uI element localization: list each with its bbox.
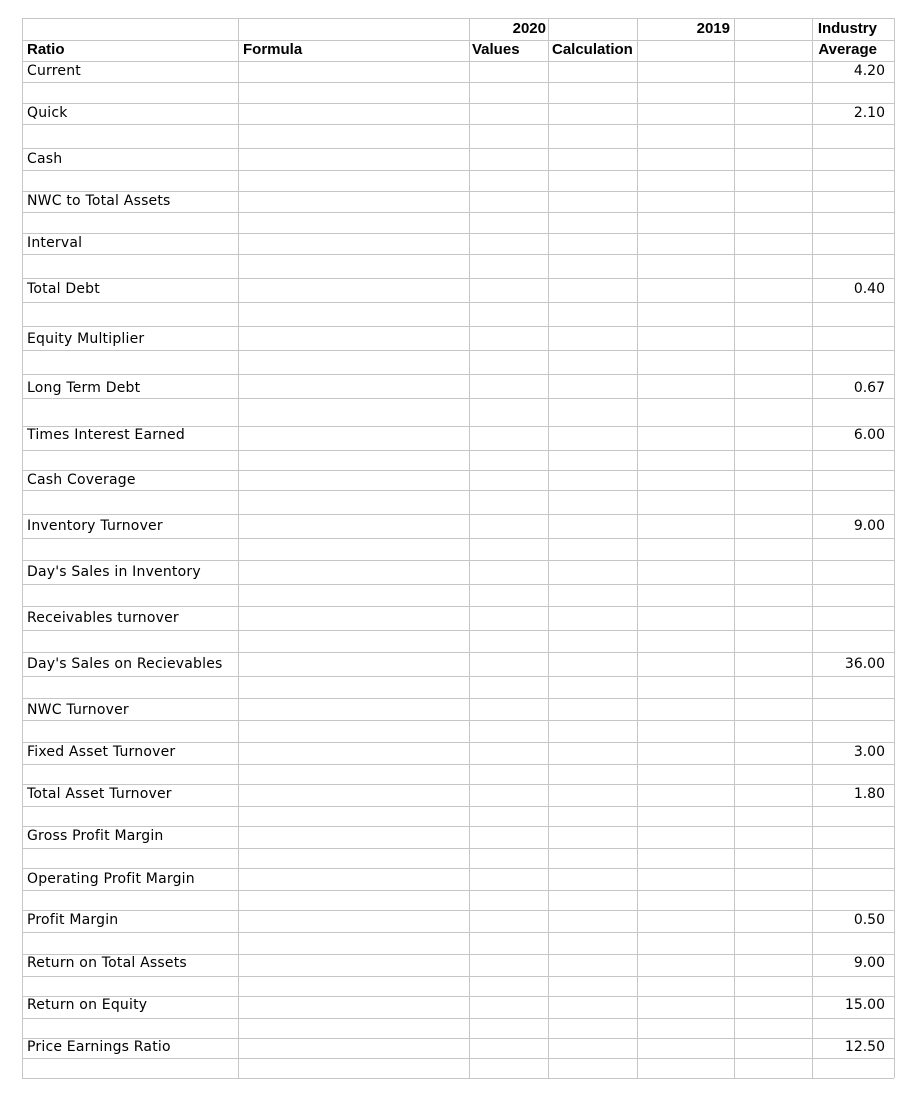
header-year-2020: 2020 [512, 20, 546, 37]
header-ratio: Ratio [27, 41, 65, 58]
industry-average-value: 0.50 [853, 912, 885, 928]
ratio-label: Cash [27, 151, 63, 167]
header-year-2019: 2019 [696, 20, 730, 37]
industry-average-value: 0.40 [853, 281, 885, 297]
industry-average-value: 9.00 [853, 955, 885, 971]
ratio-label: Long Term Debt [27, 380, 141, 396]
ratio-label: Current [27, 63, 81, 79]
ratio-label: Interval [27, 235, 83, 251]
ratio-label: Receivables turnover [27, 610, 179, 626]
ratio-label: Total Asset Turnover [27, 786, 172, 802]
ratio-label: Day's Sales in Inventory [27, 564, 201, 580]
header-industry: Industry [817, 20, 877, 37]
industry-average-value: 0.67 [853, 380, 885, 396]
ratio-label: Return on Total Assets [27, 955, 187, 971]
ratio-label: Operating Profit Margin [27, 871, 195, 887]
header-calculation: Calculation [552, 41, 633, 58]
ratio-label: NWC Turnover [27, 702, 129, 718]
industry-average-value: 15.00 [844, 997, 885, 1013]
ratio-label: Profit Margin [27, 912, 119, 928]
industry-average-value: 6.00 [853, 427, 885, 443]
industry-average-value: 3.00 [853, 744, 885, 760]
ratio-label: Quick [27, 105, 68, 121]
header-average: Average [818, 41, 877, 58]
industry-average-value: 9.00 [853, 518, 885, 534]
ratio-label: NWC to Total Assets [27, 193, 171, 209]
ratio-label: Equity Multiplier [27, 331, 145, 347]
industry-average-value: 1.80 [853, 786, 885, 802]
ratio-label: Total Debt [27, 281, 100, 297]
industry-average-value: 12.50 [844, 1039, 885, 1055]
ratio-label: Gross Profit Margin [27, 828, 164, 844]
ratio-label: Return on Equity [27, 997, 148, 1013]
ratio-label: Price Earnings Ratio [27, 1039, 171, 1055]
ratio-label: Fixed Asset Turnover [27, 744, 176, 760]
ratio-label: Inventory Turnover [27, 518, 163, 534]
ratio-label: Cash Coverage [27, 472, 136, 488]
header-formula: Formula [243, 41, 303, 58]
ratio-label: Day's Sales on Recievables [27, 656, 223, 672]
industry-average-value: 36.00 [844, 656, 885, 672]
industry-average-value: 2.10 [853, 105, 885, 121]
ratio-label: Times Interest Earned [27, 427, 185, 443]
industry-average-value: 4.20 [853, 63, 885, 79]
header-values: Values [472, 41, 520, 58]
